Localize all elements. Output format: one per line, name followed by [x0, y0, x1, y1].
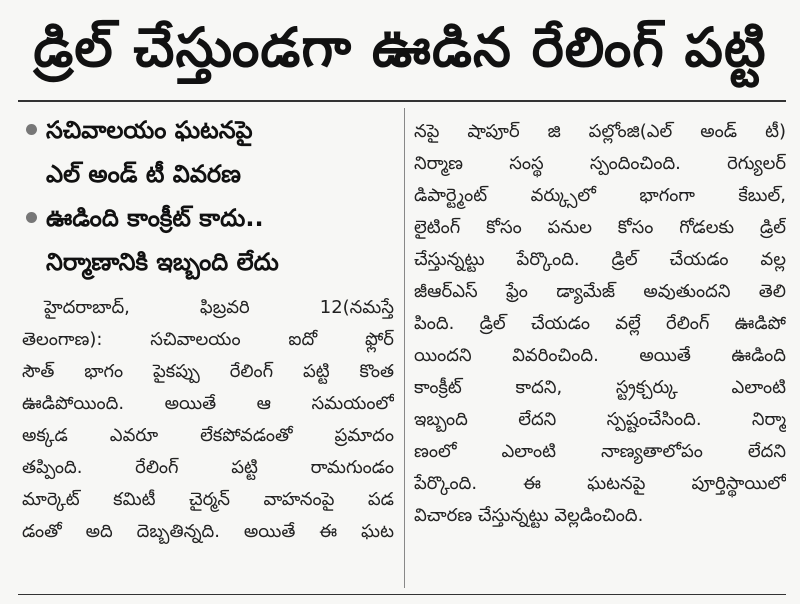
body-line: తప్పింది. రేలింగ్ పట్టి రామగుండం — [22, 457, 394, 478]
body-line: యిందని వివరించింది. అయితే ఊడింది — [414, 345, 786, 366]
body-line: పింది. డ్రిల్ చేయడం వల్లే రేలింగ్ ఊడిపో — [414, 313, 786, 334]
body-line: లైటింగ్ కోసం పనుల కోసం గోడలకు డ్రిల్ — [414, 217, 786, 238]
body-line: పేర్కొంది. ఈ ఘటనపై పూర్తిస్థాయిలో — [414, 473, 786, 494]
body-line: నిర్మాణ సంస్థ స్పందించింది. రెగ్యులర్ — [414, 153, 786, 174]
body-line: అక్కడ ఎవరూ లేకపోవడంతో ప్రమాదం — [22, 425, 394, 446]
highlight-line: ఎల్ అండ్ టీ వివరణ — [46, 160, 241, 188]
bullet-icon — [26, 124, 37, 135]
body-line: హైదరాబాద్, ఫిబ్రవరి 12(నమస్తే — [44, 297, 394, 318]
highlight-line: సచివాలయం ఘటనపై — [46, 116, 253, 144]
body-line: ఇబ్బంది లేదని స్పష్టంచేసింది. నిర్మా — [414, 409, 786, 430]
body-line: ఊడిపోయింది. అయితే ఆ సమయంలో — [22, 393, 394, 414]
highlight-item — [24, 108, 394, 196]
column-divider — [404, 108, 405, 588]
body-line: నపై షాపూర్ జి పల్లోంజి(ఎల్ అండ్ టీ) — [414, 121, 786, 142]
article-body-right — [414, 116, 786, 532]
body-line: చేస్తున్నట్టు పేర్కొంది. డ్రిల్ చేయడం వల్ల — [414, 249, 786, 270]
body-line: కాంక్రీట్ కాదని, స్ట్రక్చర్కు ఎలాంటి — [414, 377, 786, 398]
article-body-left — [22, 292, 394, 548]
highlights — [24, 108, 394, 284]
body-line: ణంలో ఎలాంటి నాణ్యతాలోపం లేదని — [414, 441, 786, 462]
body-line: తెలంగాణ): సచివాలయం ఐదో ఫ్లోర్ — [22, 329, 394, 350]
body-line: జీఆర్ఎస్ ఫ్రేం డ్యామేజ్ అవుతుందని తెలి — [414, 281, 786, 302]
headline-rule — [18, 100, 786, 102]
body-line: మార్కెట్ కమిటీ చైర్మన్ వాహనంపై పడ — [22, 489, 394, 510]
body-line: విచారణ చేస్తున్నట్టు వెల్లడించింది. — [414, 505, 644, 526]
body-line: డంతో అది దెబ్బతిన్నది. అయితే ఈ ఘట — [22, 521, 394, 542]
bottom-rule — [18, 594, 786, 595]
body-line: డిపార్ట్మెంట్ వర్క్సులో భాగంగా కేబుల్, — [414, 185, 786, 206]
headline: డ్రిల్ చేస్తుండగా ఊడిన రేలింగ్ పట్టి — [33, 16, 767, 79]
highlight-line: నిర్మాణానికి ఇబ్బంది లేదు — [46, 248, 279, 276]
highlight-line: ఊడింది కాంక్రీట్ కాదు.. — [46, 204, 264, 232]
highlight-item — [24, 196, 394, 284]
body-line: సౌత్ భాగం పైకప్పు రేలింగ్ పట్టి కొంత — [22, 361, 394, 382]
bullet-icon — [26, 212, 37, 223]
